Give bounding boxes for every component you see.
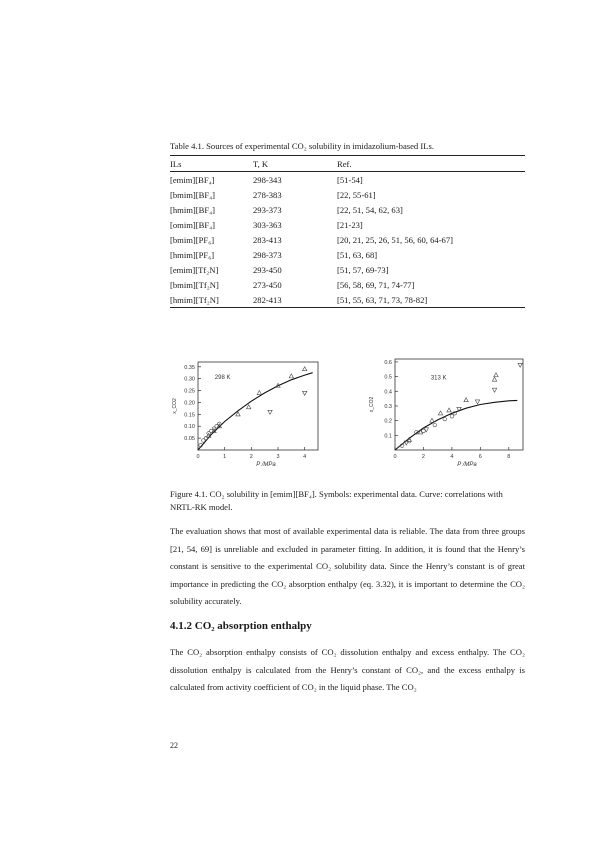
data-point-triangle-up: [289, 374, 293, 378]
table-header-row: [170, 156, 525, 172]
x-tick-label: 4: [450, 454, 454, 460]
y-tick-label: 0.10: [184, 424, 195, 431]
cell-ref: [51, 63, 68]: [337, 249, 378, 260]
data-point-triangle-up: [464, 398, 468, 402]
paragraph-evaluation: The evaluation shows that most of available experimental data is reliable. The data from three groups [21, 54, 69] is unreliable and excluded in parameter fitting. In addition, it is found that the Henry’s constant is sensitive to the experimental CO₂ solubility data. Since the Henry’s constant is of great importance in predicting the CO₂ absorption enthalpy (eq. 3.32), it is important to determine the CO₂ solubility accurately.: [170, 526, 525, 607]
cell-il: [hmim][PF₆]: [170, 249, 215, 260]
data-point-triangle-down: [492, 388, 496, 392]
header-ils: ILs: [170, 156, 253, 172]
cell-temperature: 293-450: [253, 264, 282, 275]
x-tick-label: 6: [478, 454, 482, 460]
table-row: [170, 247, 525, 262]
solubility-plot-298k: [168, 358, 336, 470]
data-point-triangle-down: [268, 410, 272, 414]
section-heading: 4.1.2 CO₂ absorption enthalpy: [170, 620, 312, 632]
y-tick-label: 0.5: [384, 374, 392, 381]
cell-ref: [22, 55-61]: [337, 189, 376, 200]
nrtl-rk-correlation-curve: [395, 400, 517, 450]
data-point-triangle-up: [302, 367, 306, 371]
y-tick-label: 0.30: [184, 376, 195, 383]
x-tick-label: 4: [303, 454, 307, 460]
paragraph-absorption-enthalpy: The CO₂ absorption enthalpy consists of CO₂ dissolution enthalpy and excess enthalpy. The CO₂ dissolution enthalpy is calculated from the Henry’s constant of CO₂, and the excess enthalpy is calculated from activity coefficient of CO₂ in the liquid phase. The CO₂: [170, 647, 525, 693]
table-row: [170, 172, 525, 188]
cell-ref: [22, 51, 54, 62, 63]: [337, 204, 403, 215]
data-point-triangle-up: [494, 373, 498, 377]
x-tick-label: 1: [223, 454, 227, 460]
data-point-triangle-up: [438, 411, 442, 415]
data-point-triangle-down: [404, 441, 408, 445]
header-ref: Ref.: [337, 156, 525, 172]
y-tick-label: 0.3: [384, 403, 392, 410]
x-tick-label: 3: [276, 454, 280, 460]
x-tick-label: 8: [507, 454, 511, 460]
sources-table: [170, 155, 525, 308]
x-tick-label: 2: [249, 454, 253, 460]
temperature-annotation: 313 K: [430, 375, 447, 382]
cell-il: [bmim][PF₆]: [170, 234, 215, 245]
y-tick-label: 0.6: [384, 359, 392, 366]
cell-il: [bmim][BF₄]: [170, 189, 216, 200]
cell-ref: [56, 58, 69, 71, 74-77]: [337, 279, 415, 290]
table-row: [170, 232, 525, 247]
cell-il: [emim][BF₄]: [170, 174, 215, 185]
cell-temperature: 278-383: [253, 189, 282, 200]
y-axis-label: x_CO2: [369, 396, 375, 413]
data-point-triangle-up: [246, 405, 250, 409]
y-tick-label: 0.2: [384, 418, 392, 425]
cell-il: [bmim][Tf₂N]: [170, 279, 219, 290]
figure-caption: Figure 4.1. CO₂ solubility in [emim][BF₄]. Symbols: experimental data. Curve: correlations with NRTL-RK model.: [170, 489, 503, 512]
cell-ref: [51, 57, 69-73]: [337, 264, 389, 275]
data-point-triangle-down: [302, 391, 306, 395]
table-row: [170, 277, 525, 292]
cell-temperature: 283-413: [253, 234, 282, 245]
y-tick-label: 0.35: [184, 364, 195, 371]
table-row: [170, 217, 525, 232]
x-tick-label: 2: [421, 454, 425, 460]
y-tick-label: 0.20: [184, 400, 195, 407]
cell-temperature: 298-373: [253, 249, 282, 260]
table-row: [170, 292, 525, 308]
y-tick-label: 0.1: [384, 433, 392, 440]
data-point-triangle-down: [518, 363, 522, 367]
data-point-circle: [450, 414, 454, 418]
table-row: [170, 202, 525, 217]
temperature-annotation: 298 K: [214, 375, 231, 382]
page-number: 22: [170, 741, 178, 750]
y-tick-label: 0.4: [384, 389, 392, 396]
nrtl-rk-correlation-curve: [198, 373, 313, 450]
data-point-circle: [443, 417, 447, 421]
data-point-triangle-up: [492, 377, 496, 381]
table-row: [170, 187, 525, 202]
table-row: [170, 262, 525, 277]
data-point-triangle-up: [430, 418, 434, 422]
cell-ref: [20, 21, 25, 26, 51, 56, 60, 64-67]: [337, 234, 454, 245]
cell-il: [omim][BF₄]: [170, 219, 216, 230]
cell-ref: [51-54]: [337, 174, 363, 185]
x-tick-label: 0: [393, 454, 397, 460]
plot-frame: [395, 359, 523, 450]
table-caption: Table 4.1. Sources of experimental CO₂ solubility in imidazolium-based ILs.: [170, 141, 434, 151]
cell-temperature: 298-343: [253, 174, 282, 185]
data-point-triangle-up: [257, 391, 261, 395]
y-tick-label: 0.15: [184, 412, 195, 419]
data-point-triangle-down: [475, 400, 479, 404]
x-axis-label: P /MPa: [457, 462, 477, 468]
data-point-circle: [422, 429, 426, 433]
y-tick-label: 0.25: [184, 388, 195, 395]
cell-il: [hmim][Tf₂N]: [170, 292, 253, 308]
data-point-triangle-up: [447, 408, 451, 412]
x-axis-label: P /MPa: [256, 462, 276, 468]
data-point-circle: [433, 423, 437, 427]
y-tick-label: 0.05: [184, 436, 195, 443]
data-point-circle: [204, 436, 208, 440]
y-axis-label: x_CO2: [172, 398, 178, 414]
header-temperature: T, K: [253, 156, 337, 172]
cell-temperature: 282-413: [253, 292, 337, 308]
cell-ref: [51, 55, 63, 71, 73, 78-82]: [337, 292, 525, 308]
solubility-plot-313k: [363, 351, 535, 477]
cell-ref: [21-23]: [337, 219, 363, 230]
cell-il: [hmim][BF₄]: [170, 204, 216, 215]
cell-temperature: 293-373: [253, 204, 282, 215]
cell-temperature: 273-450: [253, 279, 282, 290]
cell-temperature: 303-363: [253, 219, 282, 230]
cell-il: [emim][Tf₂N]: [170, 264, 219, 275]
x-tick-label: 0: [196, 454, 200, 460]
